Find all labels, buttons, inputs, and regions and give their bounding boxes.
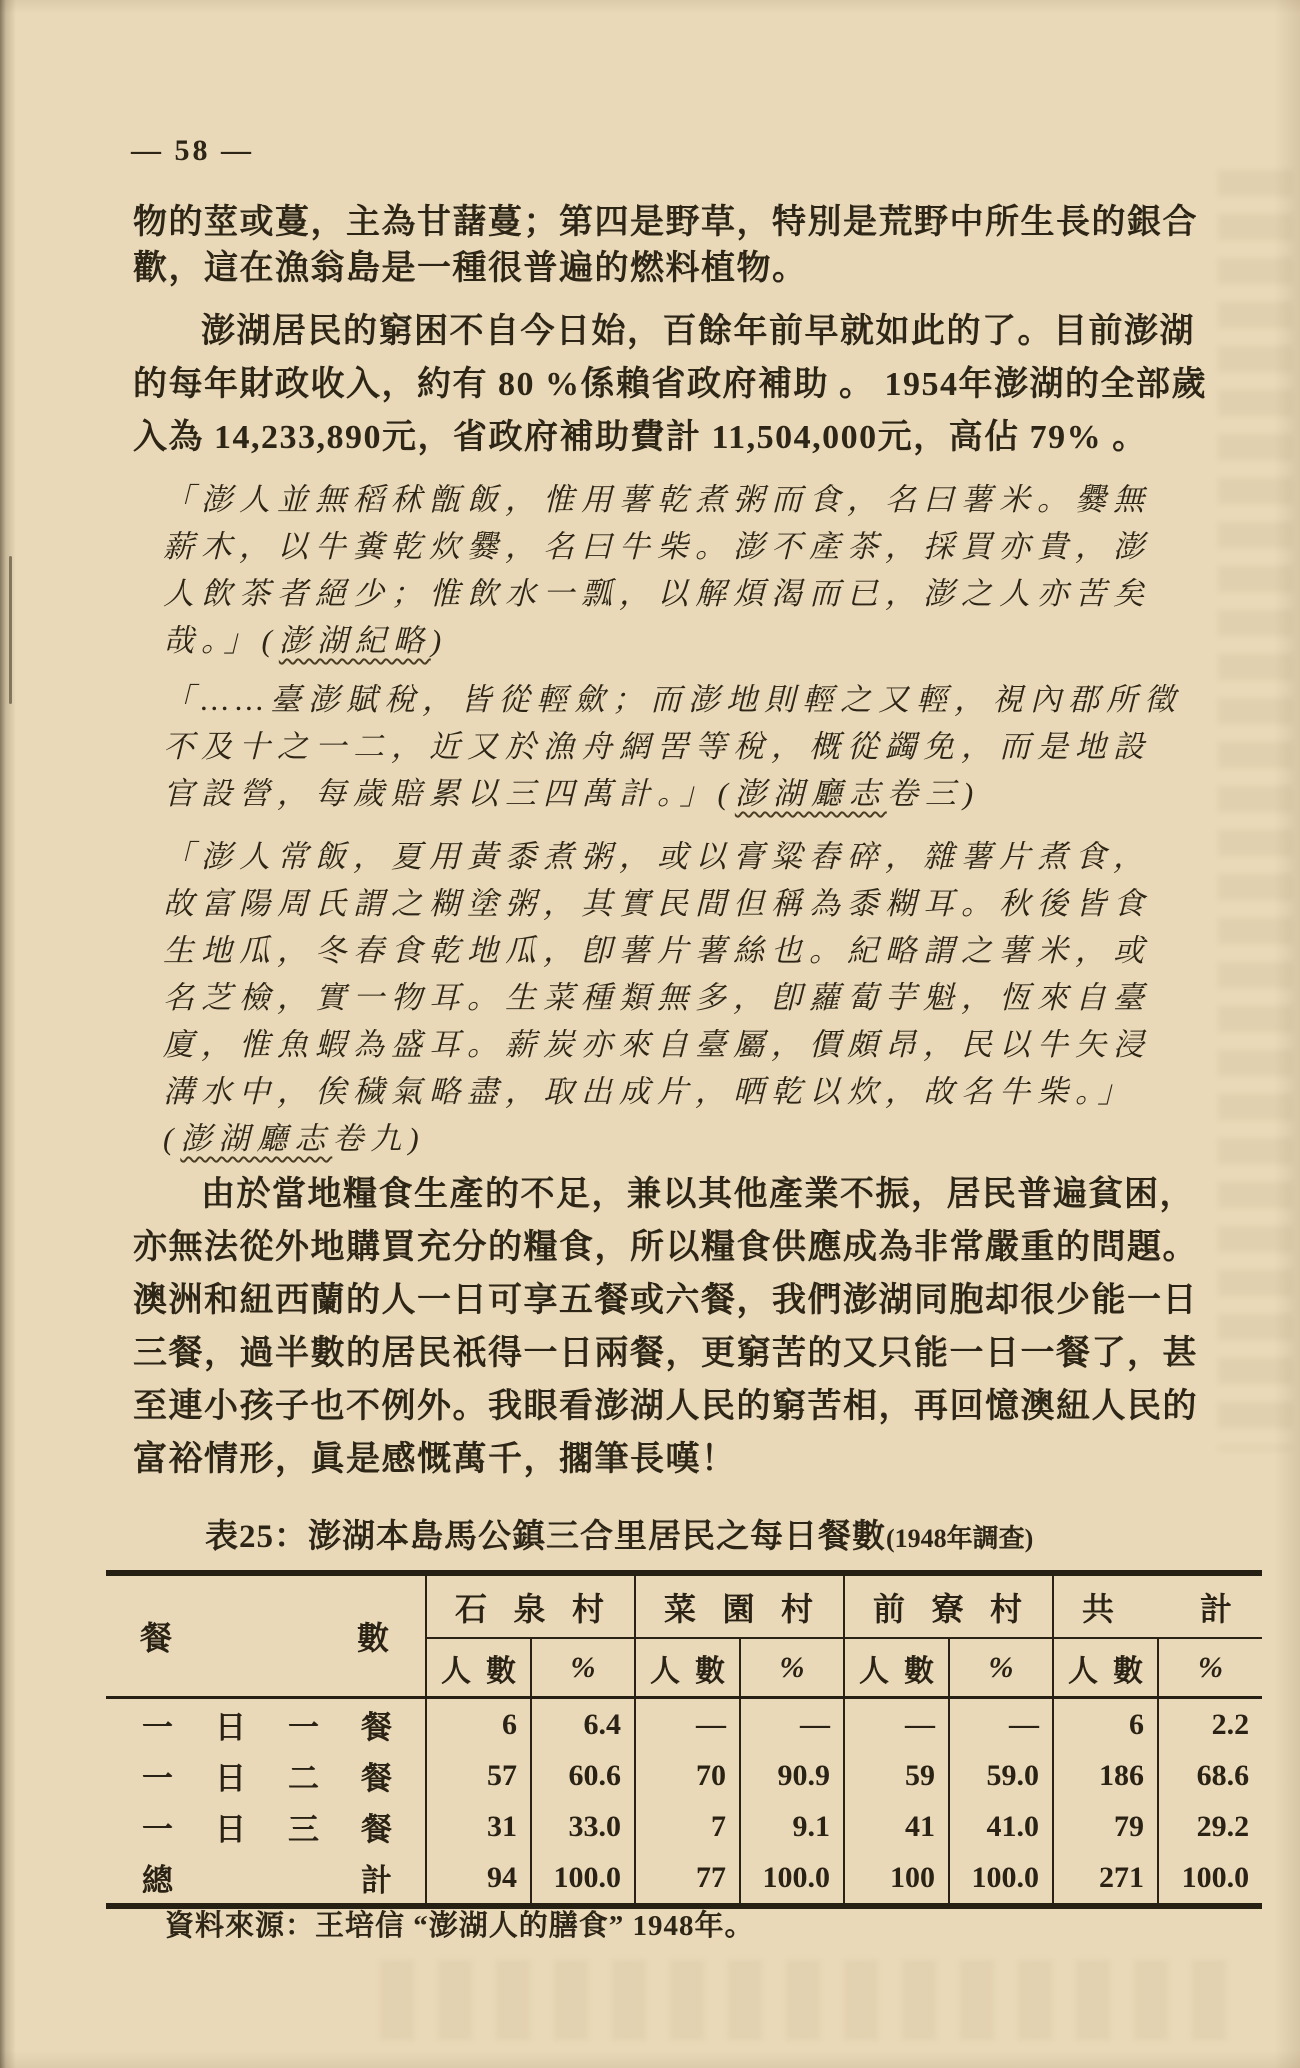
quote-penghu-jilue bbox=[163, 476, 1173, 664]
ink-bleedthrough bbox=[380, 1960, 1240, 2040]
cell-value: 31 bbox=[426, 1801, 531, 1852]
quote-citation-line bbox=[163, 1115, 1173, 1162]
cell-value: — bbox=[740, 1698, 844, 1751]
quote-tail: ) bbox=[430, 623, 449, 658]
quote-tail: ) bbox=[408, 1121, 426, 1156]
paragraph-fuel-plants bbox=[133, 200, 1197, 292]
quote-line: 「……臺澎賦稅，皆從輕歛；而澎地則輕之又輕，視內郡所徵 bbox=[163, 682, 1183, 717]
text-line: 富裕情形，眞是感慨萬千，擱筆長嘆！ bbox=[133, 1441, 737, 1478]
subheader-persons: 人 數 bbox=[844, 1638, 949, 1698]
quote-line: 生地瓜，冬春食乾地瓜，卽薯片薯絲也。紀略謂之薯米，或 bbox=[163, 933, 1151, 968]
table-row bbox=[106, 1698, 1262, 1751]
cell-value: 33.0 bbox=[531, 1801, 635, 1852]
subheader-percent: % bbox=[1158, 1638, 1262, 1698]
text-line: 至連小孩子也不例外。我眼看澎湖人民的窮苦相，再回憶澳紐人民的 bbox=[133, 1388, 1198, 1425]
book-title-underlined: 澎湖紀略 bbox=[278, 623, 431, 658]
text-line: 入為 14,233,890元，省政府補助費計 11,504,000元，高佔 79% 。 bbox=[133, 419, 1148, 456]
quote-line: 故富陽周氏謂之糊塗粥，其實民間但稱為黍糊耳。秋後皆食 bbox=[163, 886, 1151, 921]
quote-citation-line bbox=[163, 617, 1173, 664]
text-line: 歡，這在漁翁島是一種很普遍的燃料植物。 bbox=[133, 250, 808, 287]
table-title bbox=[205, 1510, 1033, 1557]
text-line: 亦無法從外地購買充分的糧食，所以糧食供應成為非常嚴重的問題。 bbox=[133, 1229, 1198, 1266]
cell-value: 90.9 bbox=[740, 1750, 844, 1801]
text-line: 澳洲和紐西蘭的人一日可享五餐或六餐，我們澎湖同胞却很少能一日 bbox=[133, 1282, 1198, 1319]
row-label: 總 計 bbox=[142, 1863, 393, 1898]
row-label: 一 日 一 餐 bbox=[142, 1710, 393, 1745]
cell-value: 2.2 bbox=[1158, 1698, 1262, 1751]
cell-value: 59.0 bbox=[949, 1750, 1053, 1801]
cell-value: 100.0 bbox=[949, 1852, 1053, 1906]
table-corner-header: 餐 數 bbox=[140, 1620, 391, 1656]
cell-value: 29.2 bbox=[1158, 1801, 1262, 1852]
table-title-text: 表25：澎湖本島馬公鎮三合里居民之每日餐數 bbox=[205, 1519, 886, 1555]
scan-artifact-line bbox=[9, 556, 12, 704]
column-group-shiquan: 石 泉 村 bbox=[426, 1573, 635, 1638]
quote-line: 「澎人常飯，夏用黃黍煮粥，或以膏粱舂碎，雜薯片煮食， bbox=[163, 839, 1151, 874]
subheader-persons: 人 數 bbox=[426, 1638, 531, 1698]
book-title-underlined: 澎湖廳志 bbox=[180, 1121, 333, 1156]
quote-line: 名芝檢，實一物耳。生菜種類無多，卽蘿蔔芋魁，恆來自臺 bbox=[163, 980, 1151, 1015]
text-line: 澎湖居民的窮困不自今日始，百餘年前早就如此的了。目前澎湖 bbox=[201, 313, 1195, 350]
book-title-underlined: 澎湖廳志 bbox=[734, 776, 887, 811]
cell-value: 9.1 bbox=[740, 1801, 844, 1852]
cell-value: 60.6 bbox=[531, 1750, 635, 1801]
cell-value: 271 bbox=[1053, 1852, 1158, 1906]
cell-value: 6.4 bbox=[531, 1698, 635, 1751]
row-label: 一 日 二 餐 bbox=[142, 1761, 393, 1796]
cell-value: 70 bbox=[635, 1750, 740, 1801]
row-label: 一 日 三 餐 bbox=[142, 1812, 393, 1847]
paragraph-food-supply bbox=[133, 1168, 1197, 1486]
cell-value: 59 bbox=[844, 1750, 949, 1801]
quote-tail: 官設營，每歲賠累以三四萬計。」( bbox=[163, 776, 735, 811]
cell-value: 6 bbox=[426, 1698, 531, 1751]
quote-line: 薪木，以牛糞乾炊爨，名曰牛柴。澎不產茶，採買亦貴，澎 bbox=[163, 529, 1151, 564]
table-row bbox=[106, 1801, 1262, 1852]
meals-per-day-table bbox=[106, 1570, 1262, 1909]
subheader-persons: 人 數 bbox=[635, 1638, 740, 1698]
paragraph-finance bbox=[133, 305, 1207, 464]
table-title-note: (1948年調查) bbox=[886, 1524, 1034, 1553]
cell-value: 100.0 bbox=[740, 1852, 844, 1906]
quote-tail: 哉。」( bbox=[163, 623, 279, 658]
cell-value: 186 bbox=[1053, 1750, 1158, 1801]
cell-value: 41.0 bbox=[949, 1801, 1053, 1852]
cell-value: — bbox=[949, 1698, 1053, 1751]
text-line: 三餐，過半數的居民祇得一日兩餐，更窮苦的又只能一日一餐了，甚 bbox=[133, 1335, 1198, 1372]
cell-value: 41 bbox=[844, 1801, 949, 1852]
subheader-persons: 人 數 bbox=[1053, 1638, 1158, 1698]
cell-value: 68.6 bbox=[1158, 1750, 1262, 1801]
table-row bbox=[106, 1750, 1262, 1801]
page-number: — 58 — bbox=[131, 134, 254, 167]
cell-value: 100 bbox=[844, 1852, 949, 1906]
cell-value: 100.0 bbox=[531, 1852, 635, 1906]
quote-tail: 卷三 bbox=[886, 776, 963, 811]
quote-line: 人飲茶者絕少；惟飲水一瓢，以解煩渴而已，澎之人亦苦矣 bbox=[163, 576, 1151, 611]
cell-value: — bbox=[635, 1698, 740, 1751]
cell-value: 77 bbox=[635, 1852, 740, 1906]
column-group-qianliao: 前 寮 村 bbox=[844, 1573, 1053, 1638]
quote-tingzhi-vol9 bbox=[163, 833, 1173, 1162]
quote-line: 不及十之一二，近又於漁舟網罟等稅，概從蠲免，而是地設 bbox=[163, 729, 1151, 764]
cell-value: — bbox=[844, 1698, 949, 1751]
quote-line: 「澎人並無稻秫甑飯，惟用薯乾煮粥而食，名曰薯米。爨無 bbox=[163, 482, 1151, 517]
text-line: 由於當地糧食生產的不足，兼以其他產業不振，居民普遍貧困， bbox=[201, 1176, 1195, 1213]
quote-tingzhi-vol3 bbox=[163, 676, 1183, 817]
cell-value: 79 bbox=[1053, 1801, 1158, 1852]
cell-value: 57 bbox=[426, 1750, 531, 1801]
quote-citation-line bbox=[163, 770, 1173, 817]
subheader-percent: % bbox=[949, 1638, 1053, 1698]
table-source-note: 資料來源：王培信 “澎湖人的膳食” 1948年。 bbox=[165, 1910, 755, 1942]
subheader-percent: % bbox=[531, 1638, 635, 1698]
cell-value: 100.0 bbox=[1158, 1852, 1262, 1906]
text-line: 物的莖或蔓，主為甘藷蔓；第四是野草，特別是荒野中所生長的銀合 bbox=[133, 204, 1198, 241]
quote-line: 溝水中，俟穢氣略盡，取出成片，晒乾以炊，故名牛柴。」 bbox=[163, 1074, 1136, 1109]
quote-tail: 卷九 bbox=[332, 1121, 409, 1156]
quote-tail: ( bbox=[163, 1121, 181, 1156]
column-group-total: 共 計 bbox=[1053, 1573, 1262, 1638]
cell-value: 94 bbox=[426, 1852, 531, 1906]
table-row-total bbox=[106, 1852, 1262, 1906]
quote-line: 廈，惟魚蝦為盛耳。薪炭亦來自臺屬，價頗昂，民以牛矢浸 bbox=[163, 1027, 1151, 1062]
cell-value: 7 bbox=[635, 1801, 740, 1852]
quote-tail: ) bbox=[962, 776, 981, 811]
column-group-caiyuan: 菜 園 村 bbox=[635, 1573, 844, 1638]
text-line: 的每年財政收入，約有 80 %係賴省政府補助 。 1954年澎湖的全部歲 bbox=[133, 366, 1207, 403]
cell-value: 6 bbox=[1053, 1698, 1158, 1751]
ink-bleedthrough bbox=[1218, 170, 1292, 1450]
subheader-percent: % bbox=[740, 1638, 844, 1698]
